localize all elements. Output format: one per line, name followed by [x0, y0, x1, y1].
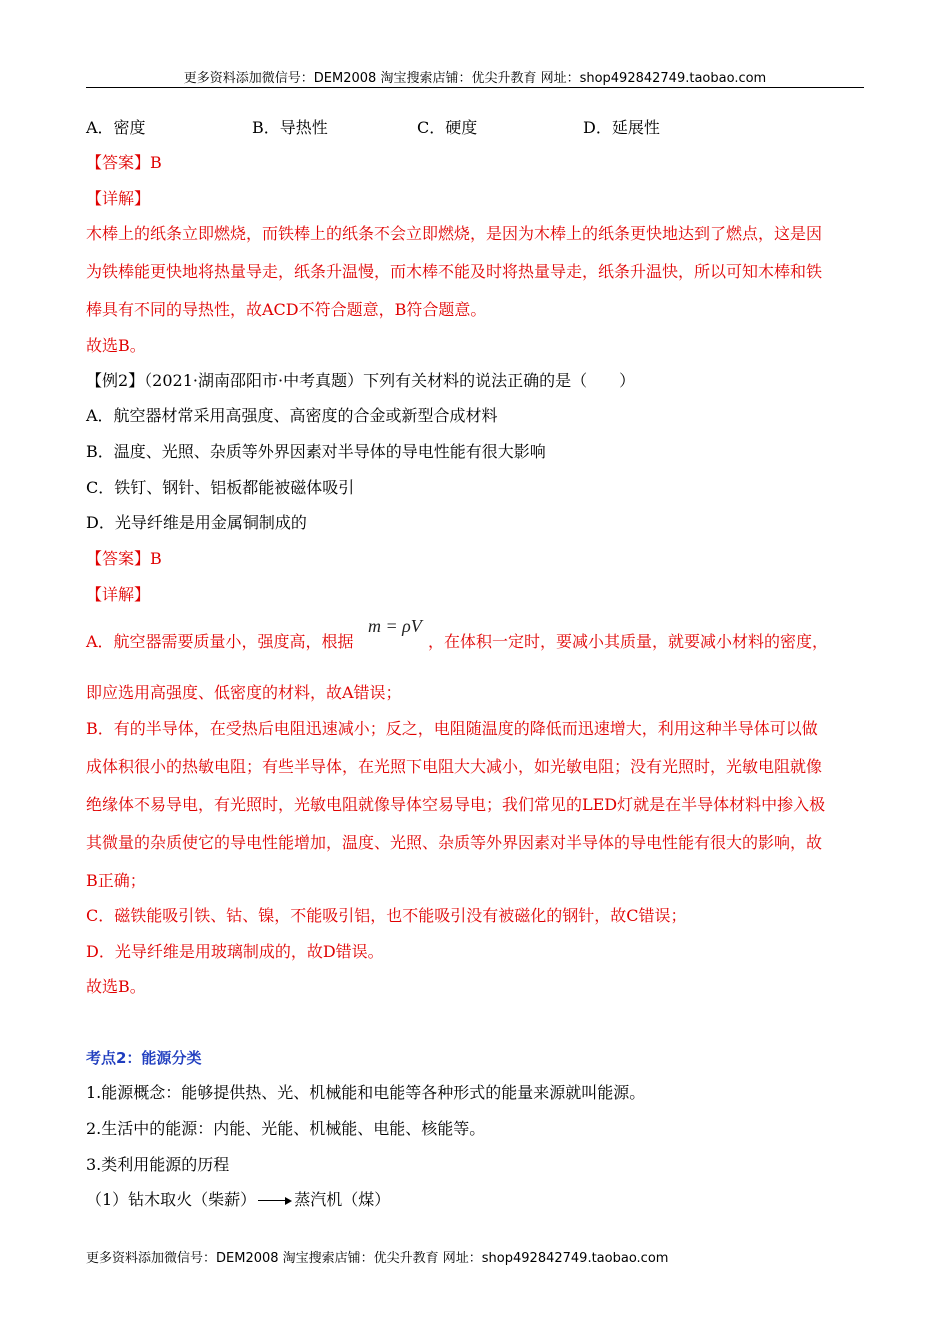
- q1-option-b: B．导热性: [252, 118, 328, 137]
- q2-detail-d: D．光导纤维是用玻璃制成的，故D错误。: [86, 942, 384, 961]
- energy-history-item: [86, 1190, 390, 1210]
- q1-detail-label: 【详解】: [86, 189, 151, 208]
- page-footer: 更多资料添加微信号：DEM2008 淘宝搜索店铺：优尖升教育 网址：shop492842749.taobao.com: [86, 1251, 669, 1266]
- q2-detail-b-line: 绝缘体不易导电，有光照时，光敏电阻就像导体空易导电；我们常见的LED灯就是在半导体材料中掺入极: [86, 795, 826, 814]
- q2-detail-b-line: B正确；: [86, 871, 146, 890]
- density-formula: m = ρV: [368, 616, 422, 636]
- section-heading: 考点2：能源分类: [86, 1049, 202, 1067]
- history-left: （1）钻木取火（柴薪）: [86, 1190, 257, 1209]
- q2-detail-a-part2: ，在体积一定时，要减小其质量，就要减小材料的密度，: [428, 632, 829, 651]
- q1-option-c: C．硬度: [417, 118, 478, 137]
- q2-conclusion: 故选B。: [86, 977, 146, 996]
- q2-option-c: C．铁钉、钢针、铝板都能被磁体吸引: [86, 478, 355, 497]
- q2-detail-c: C．磁铁能吸引铁、钴、镍，不能吸引铝，也不能吸引没有被磁化的钢针，故C错误；: [86, 906, 687, 925]
- everyday-energy: 2.生活中的能源：内能、光能、机械能、电能、核能等。: [86, 1119, 486, 1138]
- header-divider: [86, 87, 864, 88]
- q2-title: 【例2】（2021·湖南邵阳市·中考真题）下列有关材料的说法正确的是（ ）: [86, 371, 636, 390]
- q2-option-b: B．温度、光照、杂质等外界因素对半导体的导电性能有很大影响: [86, 442, 546, 461]
- energy-history-title: 3.类利用能源的历程: [86, 1155, 230, 1174]
- q1-option-a: A．密度: [86, 118, 146, 137]
- page-header: 更多资料添加微信号：DEM2008 淘宝搜索店铺：优尖升教育 网址：shop492842749.taobao.com: [183, 71, 767, 86]
- q1-detail-line: 木棒上的纸条立即燃烧，而铁棒上的纸条不会立即燃烧，是因为木棒上的纸条更快地达到了燃点，这是因: [86, 224, 823, 243]
- q2-answer: 【答案】B: [86, 549, 162, 568]
- energy-concept: 1.能源概念：能够提供热、光、机械能和电能等各种形式的能量来源就叫能源。: [86, 1083, 646, 1102]
- q2-detail-label: 【详解】: [86, 585, 151, 604]
- q1-answer: 【答案】B: [86, 153, 162, 172]
- q2-option-d: D．光导纤维是用金属铜制成的: [86, 513, 307, 532]
- q1-detail-line: 为铁棒能更快地将热量导走，纸条升温慢，而木棒不能及时将热量导走，纸条升温快，所以可知木棒和铁: [86, 262, 823, 281]
- right-arrow-icon: [258, 1196, 292, 1206]
- q2-detail-b-line: 成体积很小的热敏电阻；有些半导体，在光照下电阻大大减小，如光敏电阻；没有光照时，光敏电阻就像: [86, 757, 823, 776]
- q2-detail-b-line: B．有的半导体，在受热后电阻迅速减小；反之，电阻随温度的降低而迅速增大，利用这种半导体可以做: [86, 719, 818, 738]
- q1-option-d: D．延展性: [583, 118, 660, 137]
- history-right: 蒸汽机（煤）: [294, 1190, 391, 1209]
- q1-detail-line: 棒具有不同的导热性，故ACD不符合题意，B符合题意。: [86, 300, 487, 319]
- q2-detail-b-line: 其微量的杂质使它的导电性能增加，温度、光照、杂质等外界因素对半导体的导电性能有很大的影响，故: [86, 833, 823, 852]
- q2-detail-a-part1: A．航空器需要质量小，强度高，根据: [86, 632, 354, 651]
- q2-detail-a-part3: 即应选用高强度、低密度的材料，故A错误；: [86, 683, 402, 702]
- q2-option-a: A．航空器材常采用高强度、高密度的合金或新型合成材料: [86, 406, 498, 425]
- q1-conclusion: 故选B。: [86, 336, 146, 355]
